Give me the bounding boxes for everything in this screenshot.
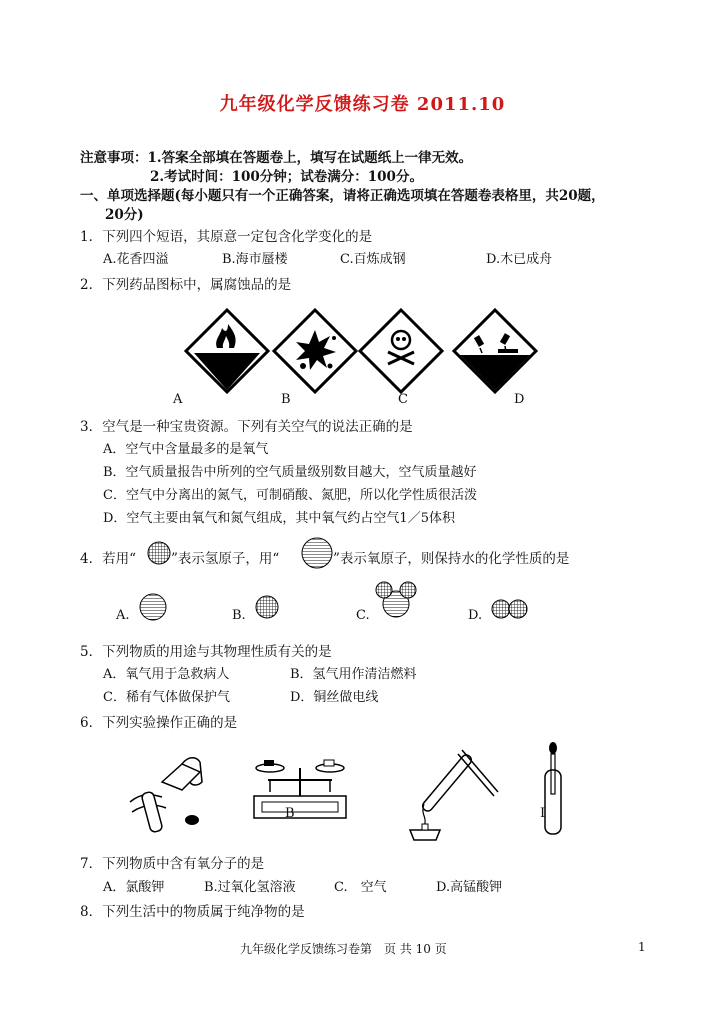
question-2-stem: 2．下列药品图标中，属腐蚀品的是 [80, 277, 292, 293]
explosive-pictogram-icon [272, 308, 358, 394]
q6-label-b: B [285, 806, 295, 821]
page-number: 1 [638, 940, 646, 954]
q7-option-a: A．氯酸钾 [103, 880, 165, 895]
q4-option-c: C. [356, 608, 370, 623]
q4-option-a: A. [116, 608, 130, 623]
q1-option-d: D.木已成舟 [486, 252, 553, 267]
q2-label-c: C [398, 392, 408, 407]
oxygen-atom-icon [300, 536, 334, 570]
notes-line-1: 注意事项：1.答案全部填在答题卷上，填写在试题纸上一律无效。 [80, 150, 473, 166]
q5-option-c: C．稀有气体做保护气 [103, 690, 230, 705]
q6-label-i: I [540, 806, 546, 821]
q5-option-d: D．铜丝做电线 [290, 690, 379, 705]
q7-option-c: C. 空气 [334, 880, 387, 895]
heating-test-tube-illustration-icon [402, 740, 502, 844]
section-heading-cont: 20分) [105, 207, 144, 223]
hydrogen-molecule-model-icon [490, 598, 532, 620]
q4-stem-part-3: ”表示氧原子，则保持水的化学性质的是 [333, 551, 570, 567]
q2-label-d: D [514, 392, 525, 407]
notes-line-2: 2.考试时间：100分钟；试卷满分：100分。 [150, 169, 423, 185]
q3-option-c: C．空气中分离出的氮气，可制硝酸、氮肥，所以化学性质很活泼 [103, 488, 477, 503]
q2-label-a: A [173, 392, 183, 407]
footer-text: 九年级化学反馈练习卷第 页 共 10 页 [240, 942, 447, 956]
q4-option-b: B. [232, 608, 246, 623]
q5-option-b: B．氢气用作清洁燃料 [290, 667, 417, 682]
q5-option-a: A．氧气用于急救病人 [103, 667, 230, 682]
q2-label-b: B [281, 392, 291, 407]
flammable-pictogram-icon [184, 308, 270, 394]
question-1-stem: 1．下列四个短语，其原意一定包含化学变化的是 [80, 229, 373, 245]
balance-scale-illustration-icon [248, 752, 352, 828]
question-7-stem: 7．下列物质中含有氧分子的是 [80, 856, 265, 872]
corrosive-pictogram-icon [452, 308, 538, 394]
oxygen-atom-model-icon [138, 592, 168, 622]
q7-option-d: D.高锰酸钾 [436, 880, 503, 895]
question-5-stem: 5．下列物质的用途与其物理性质有关的是 [80, 644, 332, 660]
q3-option-b: B．空气质量报告中所列的空气质量级别数目越大，空气质量越好 [103, 465, 477, 480]
q4-stem-part-2: ”表示氢原子，用“ [171, 551, 280, 567]
q4-option-d: D. [468, 608, 483, 623]
question-3-stem: 3．空气是一种宝贵资源。下列有关空气的说法正确的是 [80, 419, 413, 435]
q1-option-c: C.百炼成钢 [340, 252, 406, 267]
hydrogen-atom-icon [146, 540, 172, 566]
water-molecule-model-icon [372, 580, 420, 620]
dropper-test-tube-illustration-icon [538, 740, 568, 840]
section-heading: 一、单项选择题(每小题只有一个正确答案，请将正确选项填在答题卷表格里，共20题， [80, 188, 605, 204]
hydrogen-atom-model-icon [254, 594, 280, 620]
q1-option-b: B.海市蜃楼 [222, 252, 288, 267]
pouring-liquid-illustration-icon [122, 742, 222, 842]
question-6-stem: 6．下列实验操作正确的是 [80, 715, 238, 731]
q7-option-b: B.过氧化氢溶液 [204, 880, 296, 895]
q4-stem-part-1: 4．若用“ [80, 551, 136, 567]
page-title: 九年级化学反馈练习卷 2011.10 [219, 94, 506, 115]
toxic-pictogram-icon [358, 308, 444, 394]
q1-option-a: A.花香四溢 [103, 252, 169, 267]
q3-option-a: A．空气中含量最多的是氧气 [103, 442, 269, 457]
q3-option-d: D．空气主要由氧气和氮气组成，其中氧气约占空气1／5体积 [103, 511, 455, 526]
question-8-stem: 8．下列生活中的物质属于纯净物的是 [80, 904, 305, 920]
